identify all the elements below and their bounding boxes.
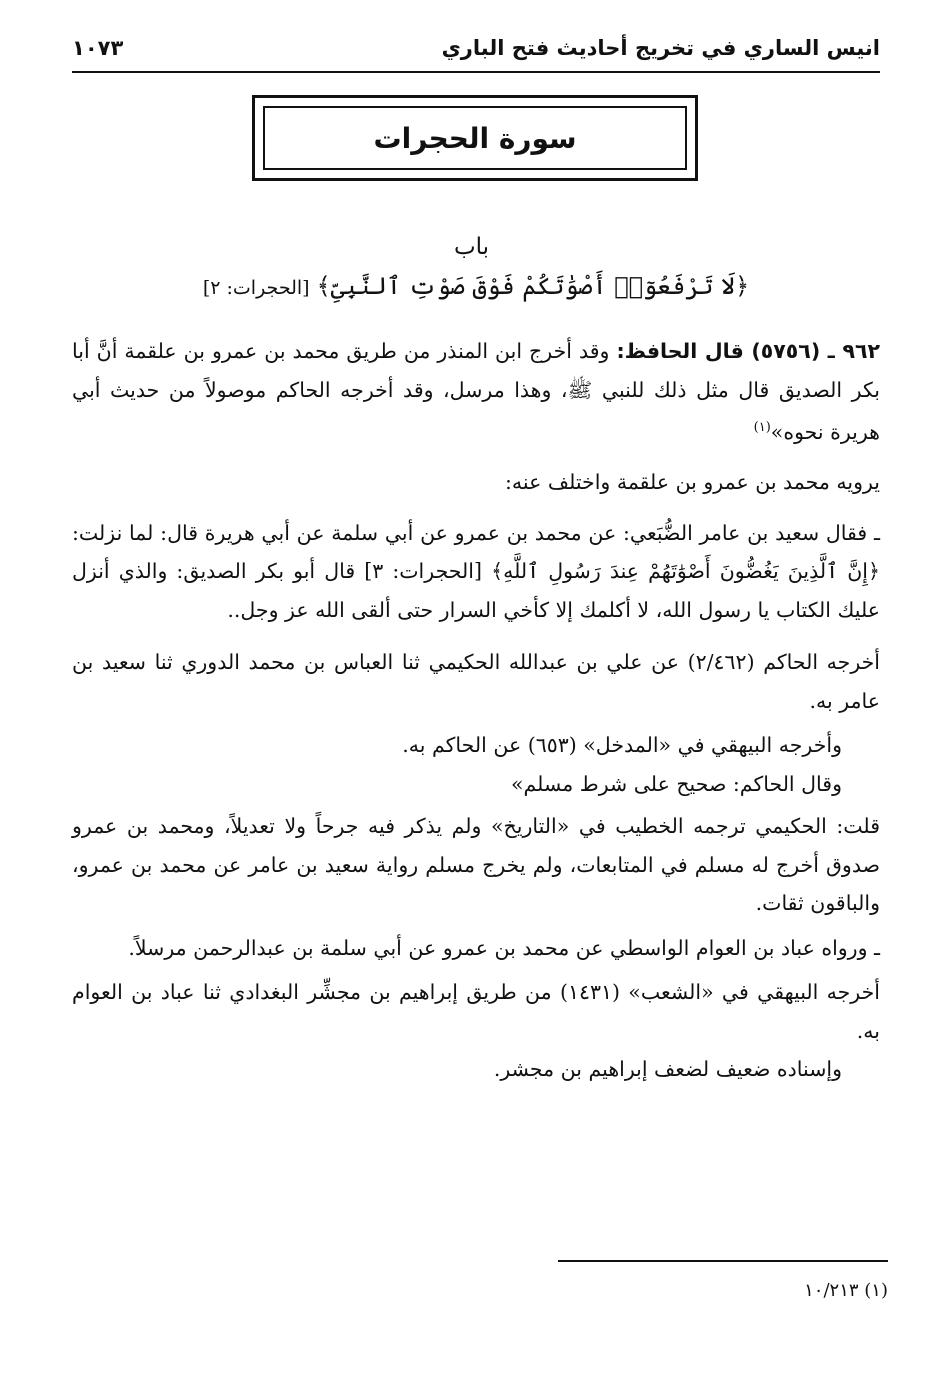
running-header xyxy=(72,30,880,70)
chapter-heading: باب xyxy=(453,234,490,260)
verse-text: ﴿لَا تَرْفَعُوٓا۟ أَصْوَٰتَكُمْ فَوْقَ صَوْتِ ٱلنَّبِىِّ﴾ xyxy=(316,272,750,300)
footnote-marker: (١) xyxy=(753,420,771,435)
footnote-rule xyxy=(558,1260,888,1262)
sura-title-frame xyxy=(252,95,698,181)
sura-title: سورة الحجرات xyxy=(373,121,577,155)
verse-heading xyxy=(72,272,880,300)
hadith-intro xyxy=(72,332,880,451)
paragraph: قلت: الحكيمي ترجمه الخطيب في «التاريخ» ولم يذكر فيه جرحاً ولا تعديلاً، ومحمد بن عمرو صدوق أخرج له مسلم في المتابعات، ولم يخرج مسلم رواية سعيد بن عامر عن محمد بن عمرو، والباقون ثقات. xyxy=(72,814,880,916)
paragraph: وقال الحاكم: صحيح على شرط مسلم» xyxy=(510,771,842,796)
footnote: (١) ١٠/٢١٣ xyxy=(804,1280,888,1301)
paragraph: وإسناده ضعيف لضعف إبراهيم بن مجشر. xyxy=(493,1057,842,1082)
hadith-quote: وقد أخرج ابن المنذر من طريق محمد بن عمرو بن علقمة أنَّ أبا بكر الصديق قال مثل ذلك للنبي ﷺ، وهذا مرسل، وقد أخرجه الحاكم موصولاً من حديث أبي هريرة نحوه» xyxy=(72,339,880,444)
paragraph: ـ فقال سعيد بن عامر الضُّبَعي: عن محمد بن عمرو عن أبي سلمة عن أبي هريرة قال: لما نزلت: ﴿إِنَّ ٱلَّذِينَ يَغُضُّونَ أَصْوَٰتَهُمْ عِندَ رَسُولِ ٱللَّهِ﴾ [الحجرات: ٣] قال أبو بكر الصديق: والذي أنزل عليك الكتاب يا رسول الله، لا أكلمك إلا كأخي السرار حتى ألقى الله عز وجل.. xyxy=(72,520,880,622)
verse-reference: [الحجرات: ٢] xyxy=(202,277,310,299)
paragraph: أخرجه الحاكم (٢/٤٦٢) عن علي بن عبدالله الحكيمي ثنا العباس بن محمد الدوري ثنا سعيد بن عامر به. xyxy=(72,650,880,713)
hadith-body xyxy=(72,332,880,1089)
hadith-number: ٩٦٢ ـ (٥٧٥٦) قال الحافظ: xyxy=(616,339,880,363)
paragraph: وأخرجه البيهقي في «المدخل» (٦٥٣) عن الحاكم به. xyxy=(402,733,842,758)
paragraph: ـ ورواه عباد بن العوام الواسطي عن محمد بن عمرو عن أبي سلمة بن عبدالرحمن مرسلاً. xyxy=(128,935,880,960)
page-number: ١٠٧٣ xyxy=(72,36,124,60)
header-rule xyxy=(72,71,880,73)
paragraph: يرويه محمد بن عمرو بن علقمة واختلف عنه: xyxy=(505,470,880,495)
book-title: انيس الساري في تخريج أحاديث فتح الباري xyxy=(441,36,880,60)
paragraph: أخرجه البيهقي في «الشعب» (١٤٣١) من طريق إبراهيم بن مجشِّر البغدادي ثنا عباد بن العوام به. xyxy=(72,980,880,1043)
